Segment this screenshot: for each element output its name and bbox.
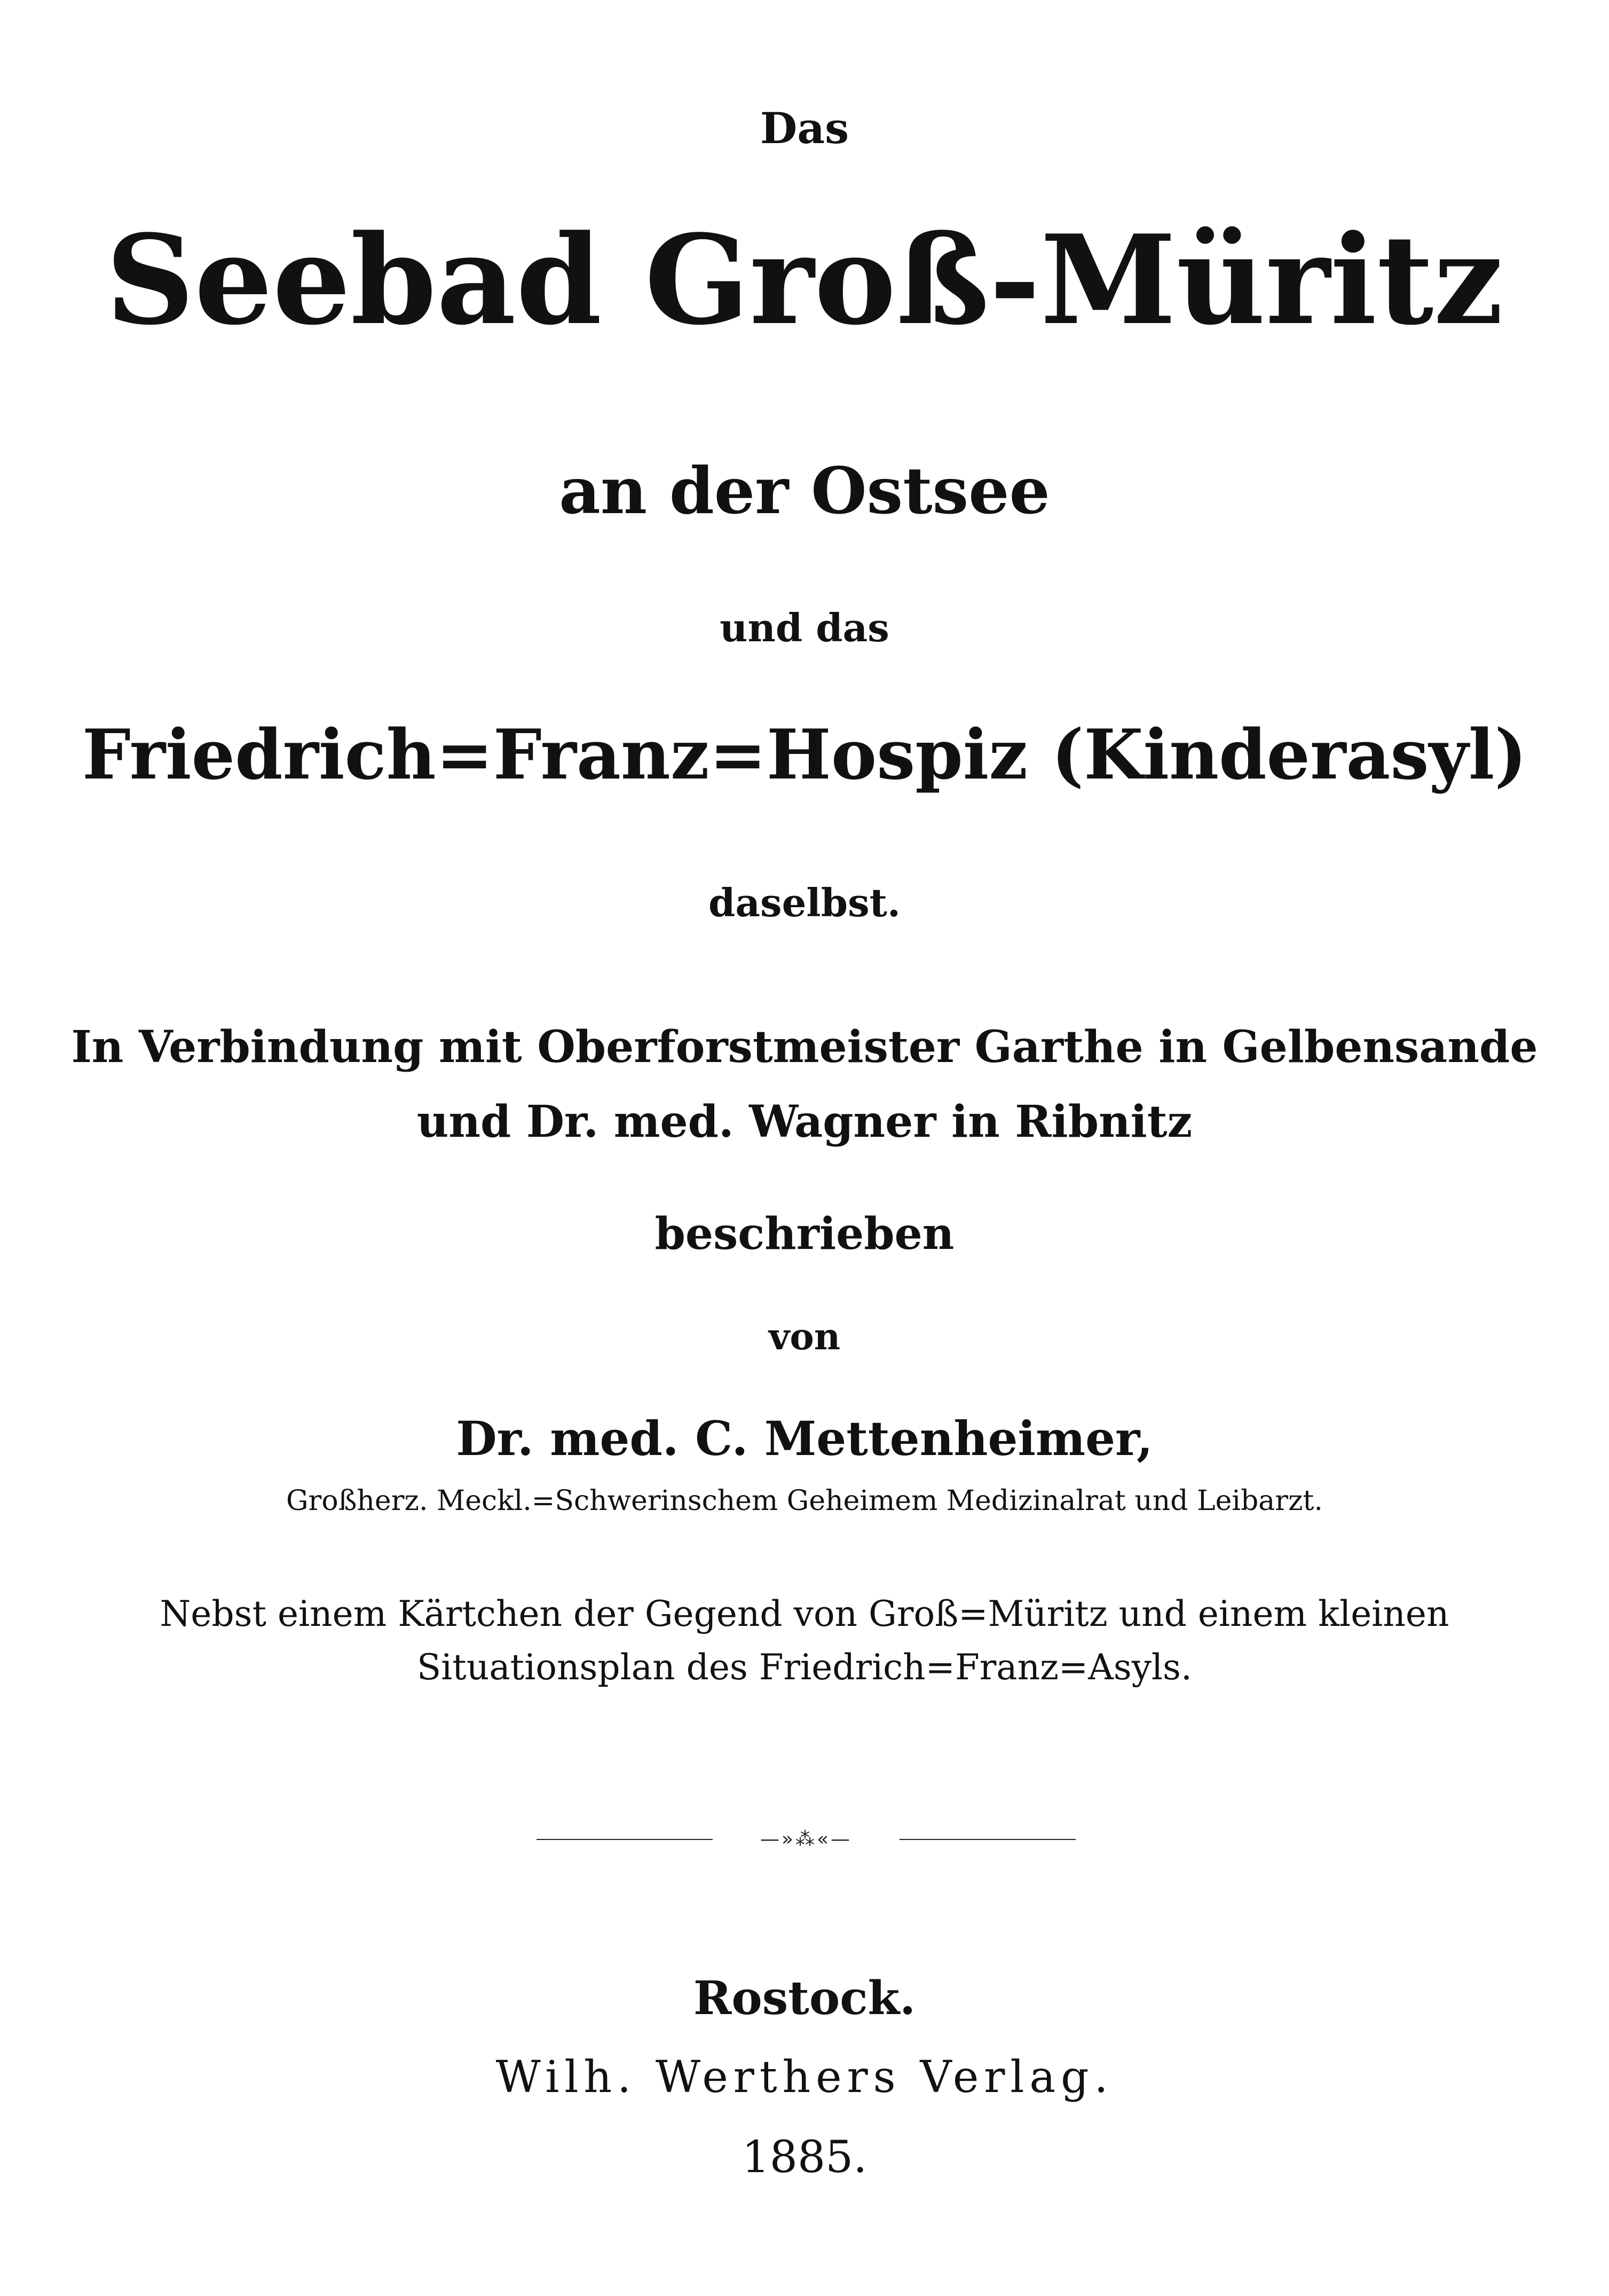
collaboration-line-2: und Dr. med. Wagner in Ribnitz bbox=[416, 1096, 1193, 1147]
main-title: Seebad Groß-Müritz bbox=[106, 208, 1503, 352]
publication-year: 1885. bbox=[742, 2132, 867, 2183]
collaboration-line-1: In Verbindung mit Oberforstmeister Garthe in Gelbensande bbox=[71, 1021, 1538, 1073]
divider-rule-right bbox=[900, 1839, 1076, 1840]
supplement-line-1: Nebst einem Kärtchen der Gegend von Groß=Müritz und einem kleinen bbox=[160, 1593, 1449, 1634]
divider-ornament-icon: —»⁂«— bbox=[760, 1828, 853, 1850]
location-word: daselbst. bbox=[708, 880, 901, 925]
divider-rule-left bbox=[537, 1839, 713, 1840]
ornamental-divider bbox=[537, 1829, 1076, 1850]
author-name: Dr. med. C. Mettenheimer, bbox=[456, 1411, 1153, 1466]
by-text: von bbox=[768, 1316, 841, 1358]
second-title: Friedrich=Franz=Hospiz (Kinderasyl) bbox=[82, 715, 1527, 795]
author-title: Großherz. Meckl.=Schwerinschem Geheimem Medizinalrat und Leibarzt. bbox=[286, 1485, 1323, 1517]
publication-place: Rostock. bbox=[693, 1971, 916, 2025]
subtitle: an der Ostsee bbox=[559, 453, 1050, 529]
connector-text: und das bbox=[720, 605, 889, 650]
title-prefix: Das bbox=[760, 103, 849, 153]
supplement-line-2: Situationsplan des Friedrich=Franz=Asyls. bbox=[416, 1647, 1193, 1688]
described-text: beschrieben bbox=[654, 1208, 955, 1260]
publisher-name: Wilh. Werthers Verlag. bbox=[495, 2052, 1114, 2103]
